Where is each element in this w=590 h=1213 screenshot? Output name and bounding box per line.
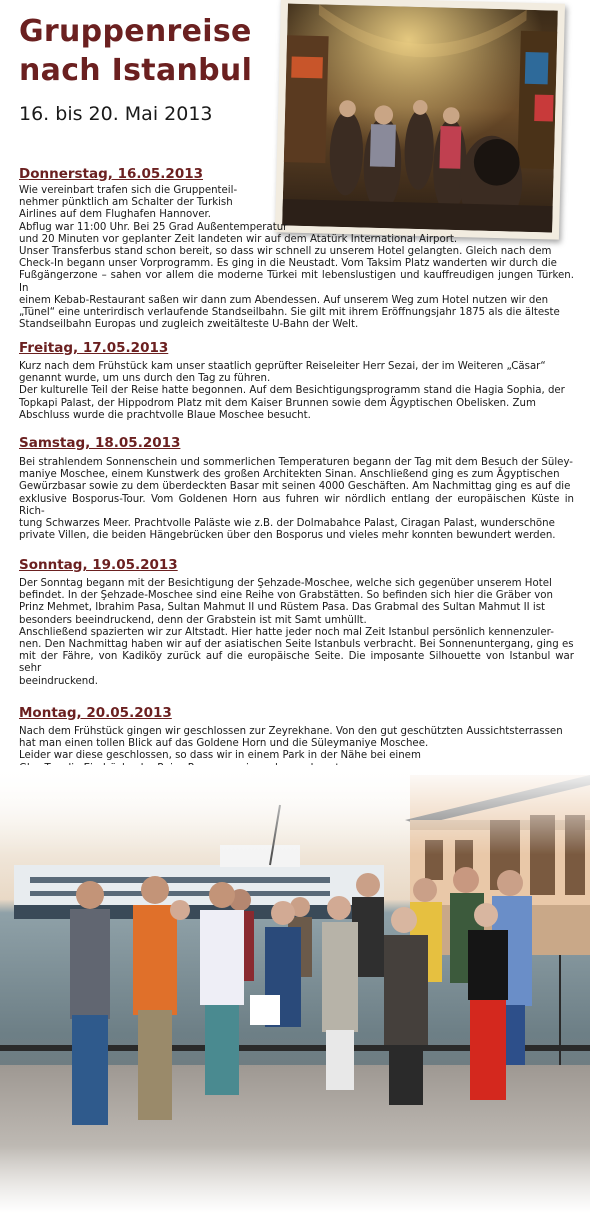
text-line: Check-In begann unser Vorprogramm. Es ging in die Neustadt. Vom Taksim Platz wanderten wir durch die — [19, 258, 557, 270]
text-line: Anschließend spazierten wir zur Altstadt. Hier hatte jeder noch mal Zeit Istanbul persönlich kennenzuler- — [19, 626, 554, 638]
day-heading-saturday: Samstag, 18.05.2013 — [19, 435, 181, 451]
day-heading-monday: Montag, 20.05.2013 — [19, 705, 172, 721]
text-line: genannt wurde, um uns durch den Tag zu führen. — [19, 373, 271, 385]
day-text-saturday — [19, 457, 574, 542]
text-line: tung Schwarzes Meer. Prachtvolle Paläste wie z.B. der Dolmabahce Palast, Ciragan Palast, wunderschöne — [19, 518, 555, 530]
text-line: Leider war diese geschlossen, so dass wir in einem Park in der Nähe bei einem — [19, 750, 421, 762]
text-line: befindet. In der Şehzade-Moschee sind eine Reihe von Grabstätten. So befinden sich hier die Gräber von — [19, 590, 553, 602]
day-heading-sunday: Sonntag, 19.05.2013 — [19, 557, 178, 573]
text-line: hat man einen tollen Blick auf das Goldene Horn und die Süleymaniye Moschee. — [19, 738, 429, 750]
page-title — [19, 12, 252, 90]
day-heading-thursday: Donnerstag, 16.05.2013 — [19, 166, 204, 182]
day-heading-friday: Freitag, 17.05.2013 — [19, 340, 169, 356]
text-line: Gewürzbasar sowie zu dem überdeckten Basar mit seinen 4000 Geschäften. Am Nachmittag ging es auf die — [19, 481, 571, 493]
text-line: Standseilbahn Europas und zugleich zweitälteste U-Bahn der Welt. — [19, 319, 359, 331]
text-line: Kurz nach dem Frühstück kam unser staatlich geprüfter Reiseleiter Herr Sezai, der im Weiteren „Cäsar“ — [19, 361, 546, 372]
text-line: exklusive Bosporus-Tour. Vom Goldenen Horn aus fuhren wir nördlich entlang der europäischen Küste in Rich- — [19, 493, 574, 517]
text-line: Der kulturelle Teil der Reise hatte begonnen. Auf dem Besichtigungsprogramm stand die Hagia Sophia, der — [19, 385, 565, 397]
text-line: Fußgängerzone – sahen vor allem die moderne Türkei mit lebenslustigen und kauffreudigen jungen Türken. In — [19, 270, 574, 294]
text-line: Bei strahlendem Sonnenschein und sommerlichen Temperaturen begann der Tag mit dem Besuch der Süley- — [19, 457, 573, 468]
title-line-1: Gruppenreise — [19, 14, 252, 49]
text-line: beeindruckend. — [19, 675, 98, 687]
text-line: nehmer pünktlich am Schalter der Turkish — [19, 197, 233, 209]
text-line: Unser Transferbus stand schon bereit, so dass wir schnell zu unserem Hotel gelangten. Gleich nach dem — [19, 246, 552, 258]
text-line: private Villen, die beiden Hängebrücken über den Bosporus und vieles mehr konnten bewundert werden. — [19, 530, 556, 542]
text-line: Airlines auf dem Flughafen Hannover. — [19, 209, 212, 221]
group-photo — [0, 765, 590, 1213]
day-text-thursday — [19, 185, 574, 331]
text-line: besonders beeindruckend, denn der Grabstein ist mit Samt umhüllt. — [19, 614, 367, 626]
text-line: Abflug war 11:00 Uhr. Bei 25 Grad Außentemperatur — [19, 221, 288, 233]
text-line: mit der Fähre, von Kadiköy zurück auf die europäische Seite. Die imposante Silhouette von Istanbul war sehr — [19, 651, 574, 675]
text-line: Der Sonntag begann mit der Besichtigung der Şehzade-Moschee, welche sich gegenüber unserem Hotel — [19, 578, 552, 589]
text-line: Prinz Mehmet, Ibrahim Pasa, Sultan Mahmut II und Rüstem Pasa. Das Grabmal des Sultan Mahmut II ist — [19, 602, 546, 614]
text-line: Nach dem Frühstück gingen wir geschlossen zur Zeyrekhane. Von den gut geschützten Aussichtsterrassen — [19, 726, 563, 737]
title-line-2: nach Istanbul — [19, 53, 253, 88]
text-line: einem Kebab-Restaurant saßen wir dann zum Abendessen. Auf unserem Weg zum Hotel nutzen wir den — [19, 294, 549, 306]
day-text-sunday — [19, 578, 574, 688]
text-line: „Tünel“ eine unterirdisch verlaufende Standseilbahn. Sie gilt mit ihrem Eröffnungsjahr 1875 als die älteste — [19, 307, 560, 319]
text-line: Wie vereinbart trafen sich die Gruppenteil- — [19, 185, 238, 196]
text-line: nen. Den Nachmittag haben wir auf der asiatischen Seite Istanbuls verbracht. Bei Sonnenuntergang, ging es — [19, 639, 574, 651]
text-line: Topkapi Palast, der Hippodrom Platz mit dem Kaiser Brunnen sowie dem Ägyptischen Obelisken. Zum — [19, 397, 536, 409]
text-line: und 20 Minuten vor geplanter Zeit landeten wir auf dem Atatürk International Airport. — [19, 233, 458, 245]
text-line: maniye Moschee, einem Kunstwerk des großen Architekten Sinan. Anschließend ging es zum Ägyptischen — [19, 469, 560, 481]
text-line: Abschluss wurde die prachtvolle Blaue Moschee besucht. — [19, 409, 311, 421]
day-text-friday — [19, 361, 574, 422]
travel-dates: 16. bis 20. Mai 2013 — [19, 103, 213, 125]
